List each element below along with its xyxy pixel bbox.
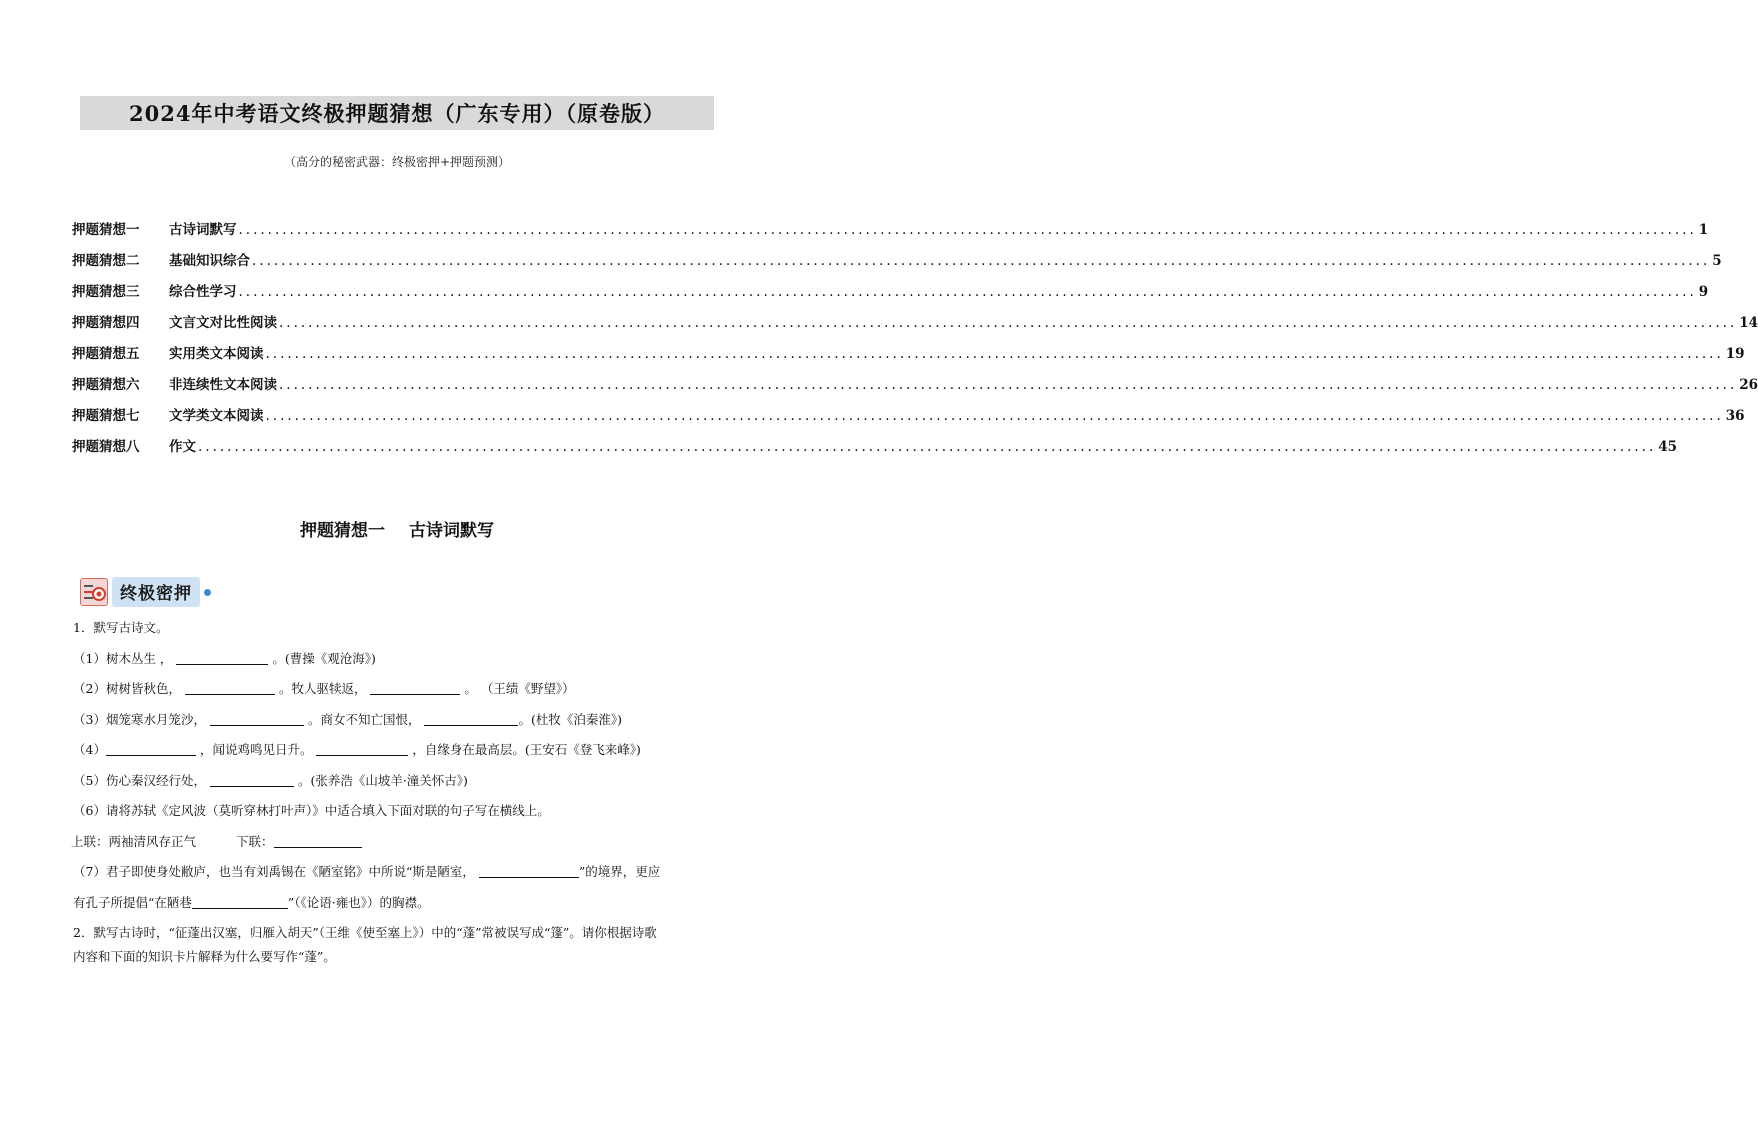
badge-label: 终极密押 (112, 577, 200, 607)
toc-entry-title: 作文 (169, 439, 196, 455)
answer-blank[interactable] (316, 741, 408, 756)
question-1-1: （1）树木丛生 ， 。(曹操《观沧海》) (73, 650, 376, 666)
answer-blank[interactable] (176, 650, 268, 665)
toc-entry-number: 押题猜想三 (72, 284, 140, 300)
toc-leader-dots: ........................................................................................................................................................................................................ (238, 222, 1697, 238)
toc-leader-dots: ........................................................................................................................................................................................................ (265, 408, 1724, 424)
title-banner (80, 96, 714, 130)
question-1-7: （7）君子即使身处敝庐，也当有刘禹锡在《陋室铭》中所说“斯是陋室， ”的境界，更应 (73, 864, 661, 879)
toc-entry[interactable] (72, 218, 1709, 249)
answer-blank[interactable] (210, 772, 294, 787)
toc-entry-page: 9 (1698, 284, 1709, 300)
toc-entry-title: 实用类文本阅读 (169, 346, 264, 362)
toc-entry[interactable] (72, 435, 1678, 466)
toc-entry-page: 5 (1712, 253, 1722, 269)
section-number: 押题猜想一 (300, 521, 385, 541)
toc-entry-number: 押题猜想四 (72, 315, 140, 331)
question-1-7-cont: 有孔子所提倡“在陋巷 ”（《论语·雍也》）的胸襟。 (73, 894, 430, 910)
toc-entry-page: 26 (1739, 377, 1758, 393)
toc-entry[interactable] (72, 373, 1758, 404)
answer-blank[interactable] (274, 833, 362, 848)
answer-blank[interactable] (424, 711, 518, 726)
question-1-intro: 1．默写古诗文。 (73, 620, 169, 635)
question-2: 2．默写古诗时，“征蓬出汉塞，归雁入胡天”（王维《使至塞上》）中的“蓬”常被误写成“篷”。请你根据诗歌 (73, 925, 657, 940)
toc-entry-title: 非连续性文本阅读 (169, 377, 277, 393)
section-name: 古诗词默写 (409, 521, 494, 541)
dot-icon (204, 589, 211, 596)
question-1-6-couplet: 上联：两袖清风存正气 下联： (71, 832, 733, 852)
toc-entry-title: 基础知识综合 (169, 253, 250, 269)
toc-leader-dots: ........................................................................................................................................................................................................ (238, 284, 1697, 300)
answer-blank[interactable] (210, 711, 304, 726)
toc-entry-number: 押题猜想六 (72, 377, 140, 393)
question-1-3: （3）烟笼寒水月笼沙， 。商女不知亡国恨， 。(杜牧《泊秦淮》) (73, 711, 622, 727)
page-title: 2024年中考语文终极押题猜想（广东专用）（原卷版） (129, 101, 665, 126)
question-1-4: （4） ，闻说鸡鸣见日升。 ，自缘身在最高层。(王安石《登飞来峰》) (73, 742, 641, 757)
toc-leader-dots: ........................................................................................................................................................................................................ (265, 346, 1724, 362)
target-icon (80, 578, 108, 606)
answer-blank[interactable] (192, 894, 288, 909)
toc-entry-title: 古诗词默写 (169, 222, 237, 238)
toc-entry[interactable] (72, 280, 1709, 311)
toc-entry-number: 押题猜想七 (72, 408, 140, 424)
toc-entry-page: 14 (1739, 315, 1758, 331)
toc-entry-number: 押题猜想一 (72, 222, 140, 238)
toc-leader-dots: ........................................................................................................................................................................................................ (279, 315, 1738, 331)
toc-entry-number: 押题猜想五 (72, 346, 140, 362)
toc-entry-page: 45 (1658, 439, 1678, 455)
question-2-cont: 内容和下面的知识卡片解释为什么要写作“蓬”。 (73, 949, 336, 964)
toc-entry-page: 19 (1725, 346, 1745, 362)
badge-final-secret (80, 578, 211, 606)
answer-blank[interactable] (479, 863, 579, 878)
toc-leader-dots: ........................................................................................................................................................................................................ (198, 439, 1657, 455)
toc-entry-title: 文言文对比性阅读 (169, 315, 277, 331)
answer-blank[interactable] (370, 680, 460, 695)
toc-entry-page: 1 (1698, 222, 1709, 238)
toc-entry-page: 36 (1725, 408, 1745, 424)
toc-entry-number: 押题猜想八 (72, 439, 140, 455)
toc-entry-title: 综合性学习 (169, 284, 237, 300)
answer-blank[interactable] (185, 680, 275, 695)
toc-leader-dots: ........................................................................................................................................................................................................ (252, 253, 1711, 269)
table-of-contents (72, 218, 1758, 466)
question-1-5: （5）伤心秦汉经行处， 。(张养浩《山坡羊·潼关怀古》) (73, 772, 468, 788)
toc-leader-dots: ........................................................................................................................................................................................................ (279, 377, 1738, 393)
question-1-6: （6）请将苏轼《定风波（莫听穿林打叶声）》中适合填入下面对联的句子写在横线上。 (73, 803, 550, 818)
toc-entry[interactable] (72, 311, 1758, 342)
toc-entry[interactable] (72, 249, 1722, 280)
page-subtitle: （高分的秘密武器：终极密押+押题预测） (283, 155, 511, 169)
answer-blank[interactable] (106, 741, 196, 756)
toc-entry[interactable] (72, 404, 1745, 435)
section-heading (0, 516, 794, 541)
toc-entry-number: 押题猜想二 (72, 253, 140, 269)
toc-entry[interactable] (72, 342, 1745, 373)
question-body (73, 618, 733, 978)
question-1-2: （2）树树皆秋色， 。牧人驱犊返， 。 （王绩《野望》） (73, 681, 575, 696)
toc-entry-title: 文学类文本阅读 (169, 408, 264, 424)
